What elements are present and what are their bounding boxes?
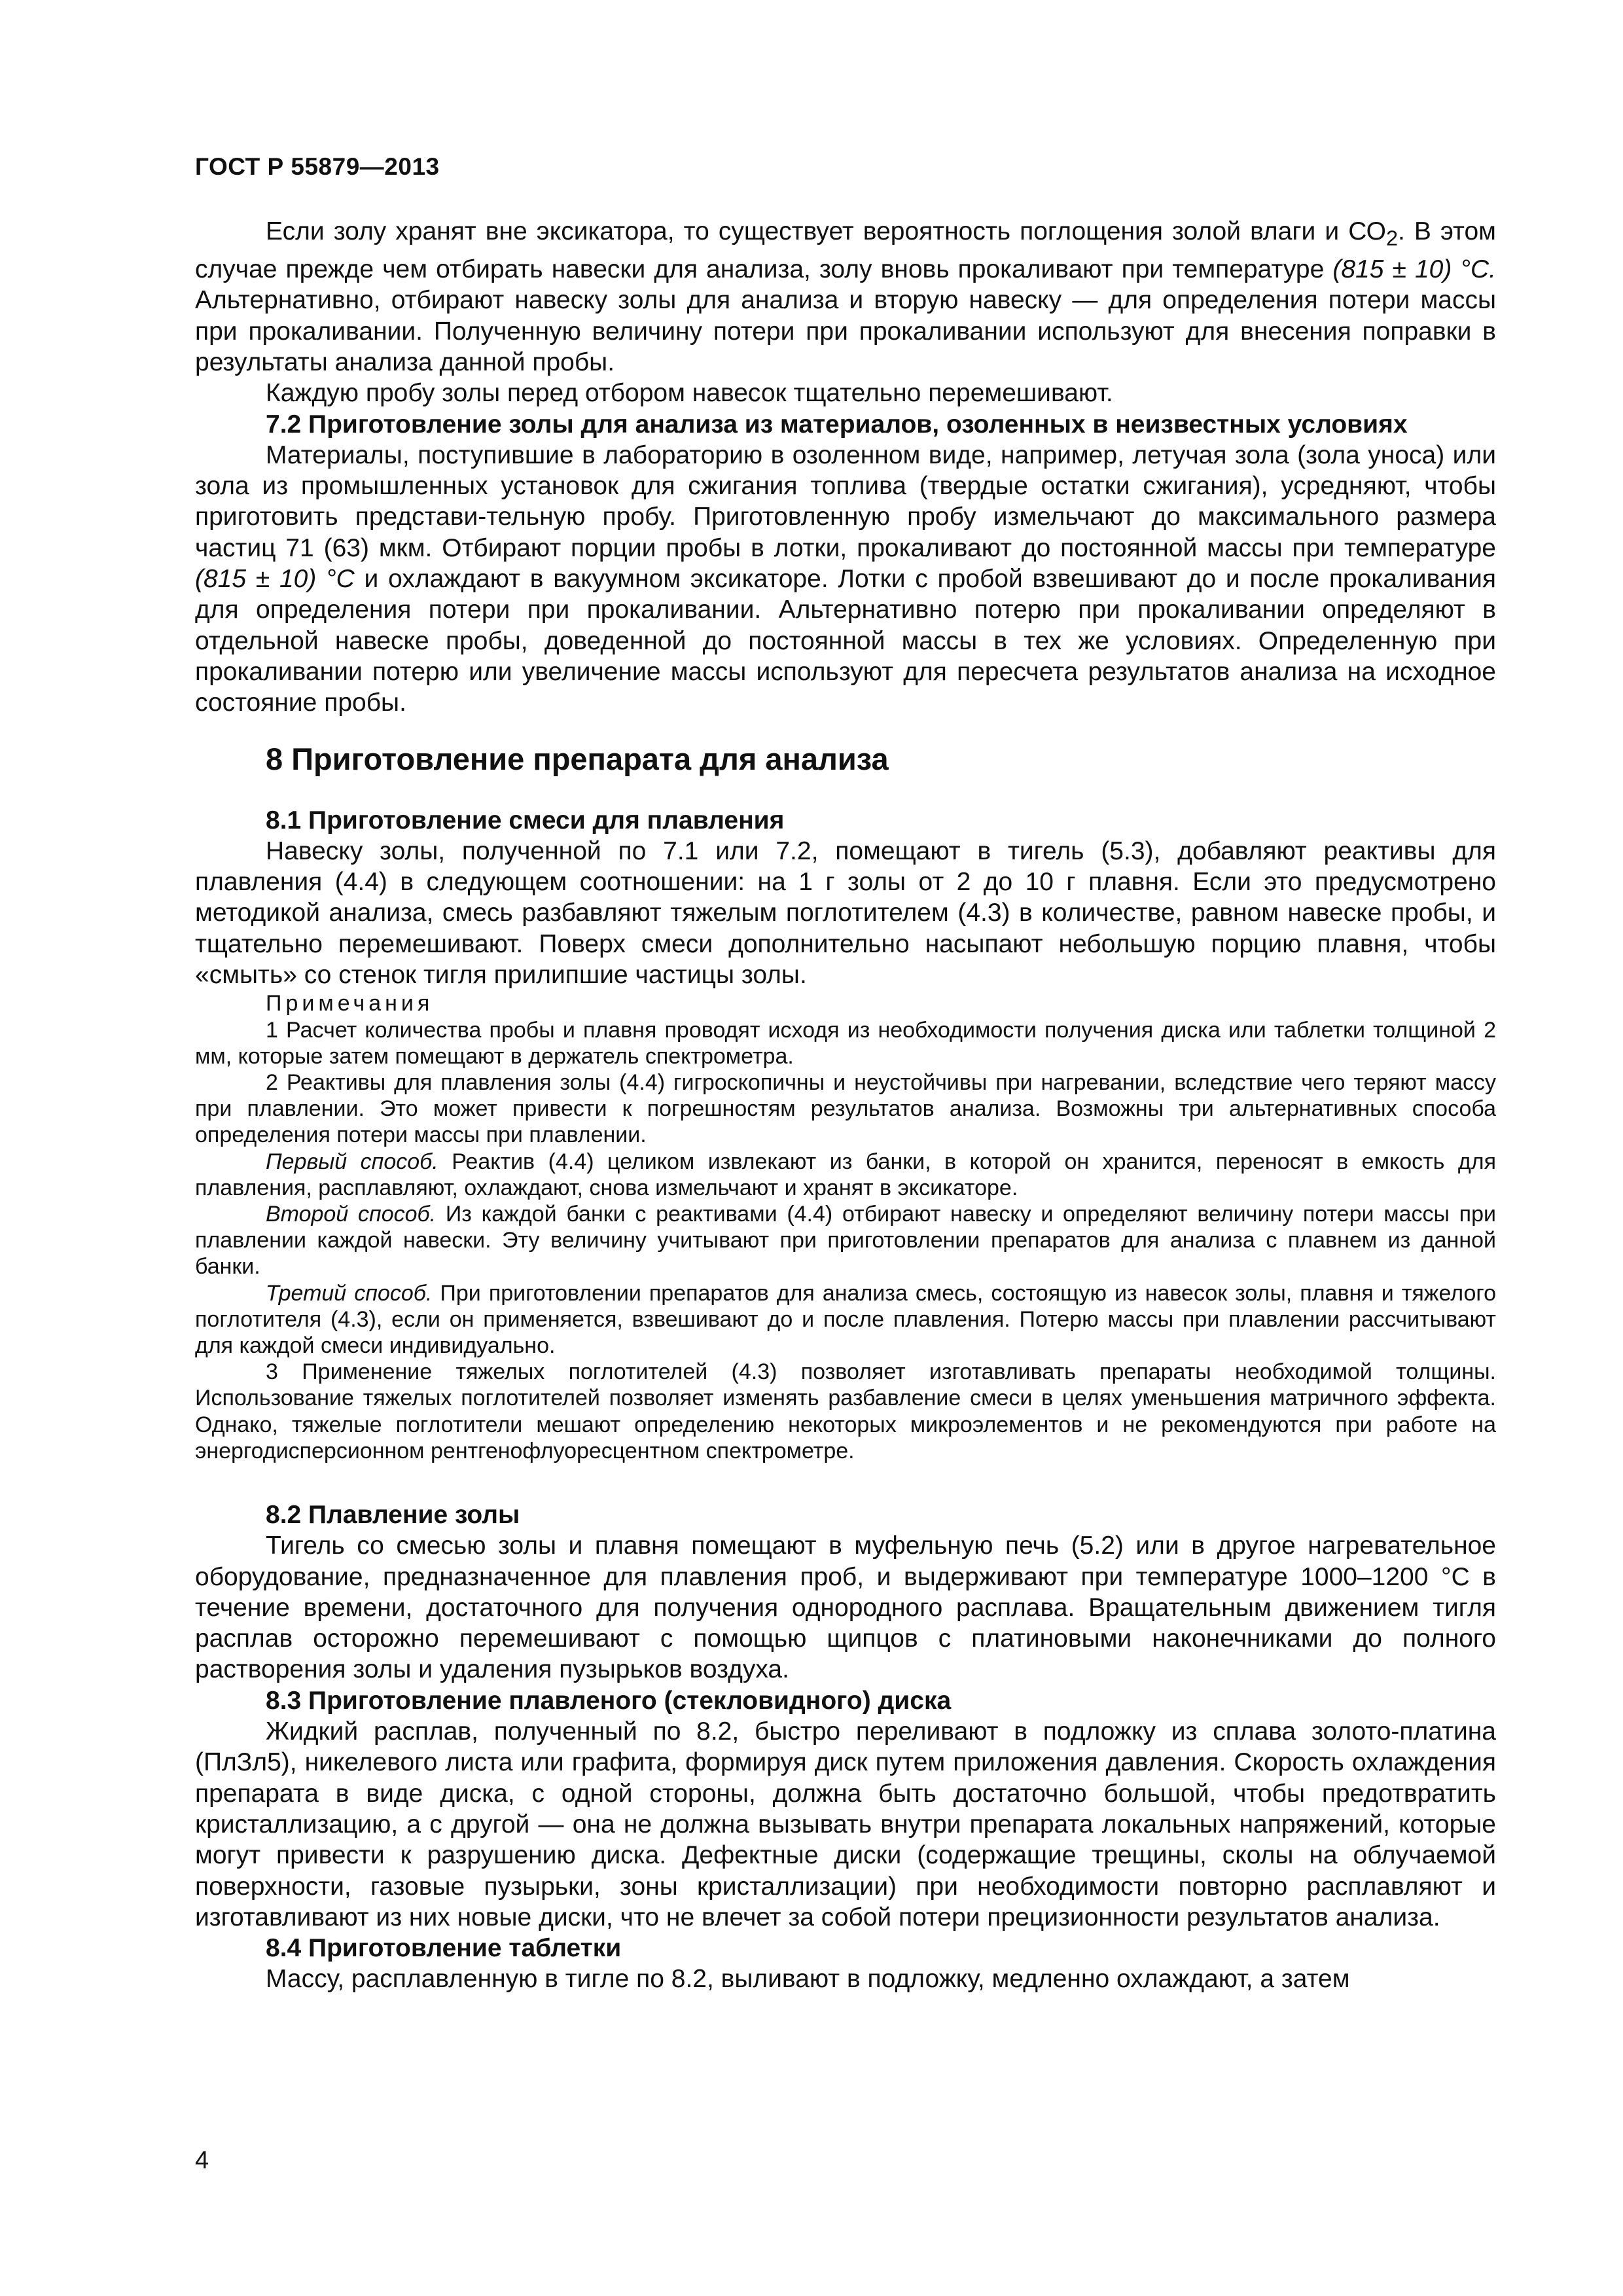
section-8-title: 8 Приготовление препарата для анализа [266, 741, 889, 776]
note-3: 3 Применение тяжелых поглотителей (4.3) позволяет изготавливать препараты необходимой толщины. Использование тяжелых поглотителей позволяет изменять разбавление смеси в целях уменьшения матричного эффекта. Однако, тяжелые поглотители мешают определению некоторых микроэлементов и не рекомендуются при работе на энергодисперсионном рентгенофлуоресцентном спектрометре. [195, 1359, 1496, 1463]
paragraph-7-2: Материалы, поступившие в лабораторию в озоленном виде, например, летучая зола (зола уноса) или зола из промышленных установок для сжигания топлива (твердые остатки сжигания), усредняют, чтобы приготовить представи-тельную пробу. Приготовленную пробу измельчают до максимального размера частиц 71 (63) мкм. Отбирают порции пробы в лотки, прокаливают до постоянной массы при температуре (815 ± 10) °С и охлаждают в вакуумном эксикаторе. Лотки с пробой взвешивают до и после прокаливания для определения потери при прокаливании. Альтернативно потерю при прокаливании определяют в отдельной навеске пробы, доведенной до постоянной массы в тех же условиях. Определенную при прокаливании потерю или увеличение массы используют для пересчета результатов анализа на исходное состояние пробы. [195, 440, 1496, 717]
paragraph-8-2: Тигель со смесью золы и плавня помещают в муфельную печь (5.2) или в другое нагревательное оборудование, предназначенное для плавления проб, и выдерживают при температуре 1000–1200 °С в течение времени, достаточного для получения однородного расплава. Вращательным движением тигля расплав осторожно перемешивают с помощью щипцов с платиновыми наконечниками до полного растворения золы и удаления пузырьков воздуха. [195, 1532, 1496, 1684]
page-header: ГОСТ Р 55879—2013 [195, 153, 440, 180]
subsection-8-2-title: 8.2 Плавление золы [266, 1500, 520, 1529]
subsection-8-1-title: 8.1 Приготовление смеси для плавления [266, 806, 785, 834]
subscript: 2 [1385, 226, 1399, 250]
note-2: 2 Реактивы для плавления золы (4.4) гигроскопичны и неустойчивы при нагревании, вследствие чего теряют массу при плавлении. Это может привести к погрешностям результатов анализа. Возможны три альтернативных способа определения потери массы при плавлении. [195, 1069, 1496, 1148]
paragraph-mixing: Каждую пробу золы перед отбором навесок тщательно перемешивают. [266, 379, 1113, 408]
subsection-7-2-title: 7.2 Приготовление золы для анализа из материалов, озоленных в неизвестных условиях [266, 410, 1408, 439]
subsection-8-4-title: 8.4 Приготовление таблетки [266, 1934, 622, 1963]
notes-title: Примечания [266, 991, 434, 1016]
paragraph-ash-storage: Если золу хранят вне эксикатора, то существует вероятность поглощения золой влаги и $СО_2$. В этом случае прежде чем отбирать навески для анализа, золу вновь прокаливают при температуре (815 ± 10) °С. Альтернативно, отбирают навеску золы для анализа и вторую навеску — для определения потери массы при прокаливании. Полученную величину потери при прокаливании используют для внесения поправки в результаты анализа данной пробы. [195, 217, 1496, 376]
paragraph-8-3: Жидкий расплав, полученный по 8.2, быстро переливают в подложку из сплава золото-платина (ПлЗл5), никелевого листа или графита, формируя диск путем приложения давления. Скорость охлаждения препарата в виде диска, с одной стороны, должна быть достаточно большой, чтобы предотвратить кристаллизацию, а с другой — она не должна вызывать внутри препарата локальных напряжений, которые могут привести к разрушению диска. Дефектные диски (содержащие трещины, сколы на облучаемой поверхности, газовые пузырьки, зоны кристаллизации) при необходимости повторно расплавляют и изготавливают из них новые диски, что не влечет за собой потери прецизионности результатов анализа. [195, 1717, 1496, 1931]
spacer [195, 1464, 1496, 1499]
paragraph-8-1: Навеску золы, полученной по 7.1 или 7.2, помещают в тигель (5.3), добавляют реактивы для плавления (4.4) в следующем соотношении: на 1 г золы от 2 до 10 г плавня. Если это предусмотрено методикой анализа, смесь разбавляют тяжелым поглотителем (4.3) в количестве, равном навеске пробы, и тщательно перемешивают. Поверх смеси дополнительно насыпают небольшую порцию плавня, чтобы «смыть» со стенок тигля прилипшие частицы золы. [195, 836, 1496, 990]
note-1: 1 Расчет количества пробы и плавня проводят исходя из необходимости получения диска или таблетки толщиной 2 мм, которые затем помещают в держатель спектрометра. [195, 1017, 1496, 1069]
document-body [195, 216, 1496, 1995]
notes-block [195, 990, 1496, 1464]
note-2-method-2: Второй способ. Из каждой банки с реактивами (4.4) отбирают навеску и определяют величину потери массы при плавлении каждой навески. Эту величину учитывают при приготовлении препаратов для анализа с плавнем из данной банки. [195, 1201, 1496, 1280]
note-2-method-3: Третий способ. При приготовлении препаратов для анализа смесь, состоящую из навесок золы, плавня и тяжелого поглотителя (4.3), если он применяется, взвешивают до и после плавления. Потерю массы при плавлении рассчитывают для каждой смеси индивидуально. [195, 1280, 1496, 1358]
paragraph-8-4: Массу, расплавленную в тигле по 8.2, выливают в подложку, медленно охлаждают, а затем [266, 1965, 1350, 1994]
subsection-8-3-title: 8.3 Приготовление плавленого (стекловидного) диска [266, 1686, 952, 1715]
page-number: 4 [195, 2147, 209, 2174]
note-2-method-1: Первый способ. Реактив (4.4) целиком извлекают из банки, в которой он хранится, переносят в емкость для плавления, расплавляют, охлаждают, снова измельчают и хранят в эксикаторе. [195, 1149, 1496, 1200]
